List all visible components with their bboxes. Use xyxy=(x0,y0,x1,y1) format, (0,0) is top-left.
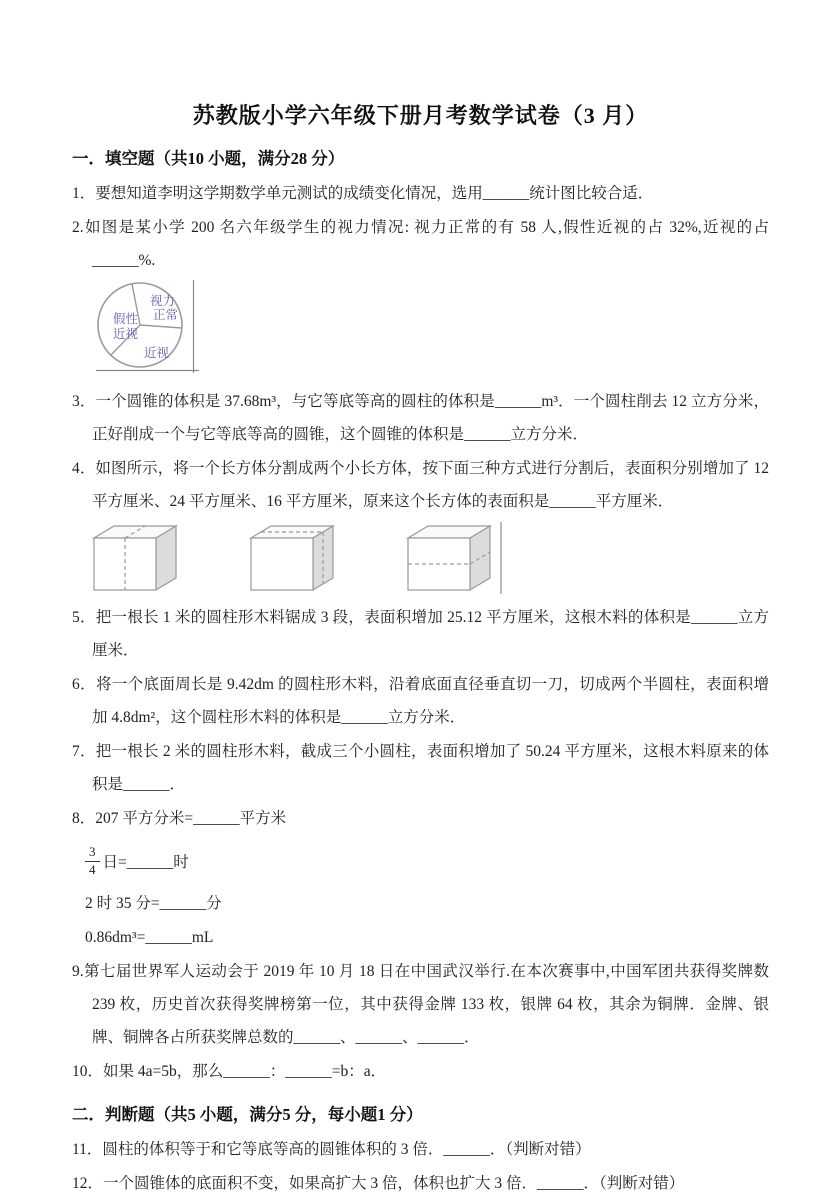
question-9: 9.第七届世界军人运动会于 2019 年 10 月 18 日在中国武汉举行.在本次赛事中,中国军团共获得奖牌数 239 枚，历史首次获得奖牌榜第一位，其中获得金牌 133 枚，银牌 64 枚，其余为铜牌．金牌、银牌、铜牌各占所获奖牌总数的______、______、______． xyxy=(72,963,769,1046)
question-6: 6．将一个底面周长是 9.42dm 的圆柱形木料，沿着底面直径垂直切一刀，切成两个半圆柱，表面积增加 4.8dm²，这个圆柱形木料的体积是______立方分米． xyxy=(72,676,769,726)
fraction-numerator: 3 xyxy=(85,844,100,861)
question-8-line2-text: 日=______时 xyxy=(102,854,189,871)
cuboid-cut-figures xyxy=(92,522,769,599)
question-2: 2.如图是某小学 200 名六年级学生的视力情况: 视力正常的有 58 人,假性近视的占 32%,近视的占______%. xyxy=(72,219,769,269)
cuboid-horizontal-cut-figure xyxy=(408,526,490,590)
question-8-line3: 2 时 35 分=______分 xyxy=(85,895,222,912)
question-8-line1: 8．207 平方分米=______平方米 xyxy=(72,810,287,827)
page-title: 苏教版小学六年级下册月考数学试卷（3 月） xyxy=(192,103,649,128)
question-10: 10．如果 4a=5b，那么______：______=b：a． xyxy=(72,1063,387,1080)
cuboid-vertical-cut-figure xyxy=(94,526,176,590)
question-11: 11．圆柱的体积等于和它等底等高的圆锥体积的 3 倍．______．（判断对错） xyxy=(72,1141,591,1158)
question-7: 7．把一根长 2 米的圆柱形木料，截成三个小圆柱，表面积增加了 50.24 平方厘米，这根木料原来的体积是______． xyxy=(72,743,769,793)
question-8-line2 xyxy=(85,837,769,885)
pie-label-pseudo-myopia: 假性 近视 xyxy=(113,312,139,341)
question-1: 1．要想知道李明这学期数学单元测试的成绩变化情况，选用______统计图比较合适． xyxy=(72,185,654,202)
pie-label-normal-vision: 视力 正常 xyxy=(150,294,179,322)
section-2-heading: 二．判断题（共5 小题，满分5 分，每小题1 分） xyxy=(72,1105,423,1124)
fraction-denominator: 4 xyxy=(89,861,96,877)
cuboid-figures-svg xyxy=(92,522,504,594)
pie-chart-svg xyxy=(94,280,200,376)
question-3: 3．一个圆锥的体积是 37.68m³，与它等底等高的圆柱的体积是______m³．一个圆柱削去 12 立方分米，正好削成一个与它等底等高的圆锥，这个圆锥的体积是______立方分米． xyxy=(72,393,769,443)
fraction-three-quarters xyxy=(85,844,100,878)
question-12: 12．一个圆锥体的底面积不变，如果高扩大 3 倍，体积也扩大 3 倍．______．（判断对错） xyxy=(72,1175,685,1192)
cuboid-front-back-cut-figure xyxy=(251,526,333,590)
question-5: 5．把一根长 1 米的圆柱形木料锯成 3 段，表面积增加 25.12 平方厘米，这根木料的体积是______立方厘米． xyxy=(72,609,769,659)
pie-chart-figure xyxy=(94,280,769,381)
section-1-heading: 一．填空题（共10 小题，满分28 分） xyxy=(72,149,345,168)
question-4: 4．如图所示，将一个长方体分割成两个小长方体，按下面三种方式进行分割后，表面积分别增加了 12 平方厘米、24 平方厘米、16 平方厘米，原来这个长方体的表面积是______平方厘米． xyxy=(72,460,769,510)
question-8-line4: 0.86dm³=______mL xyxy=(85,929,214,946)
pie-label-myopia: 近视 xyxy=(144,346,170,360)
